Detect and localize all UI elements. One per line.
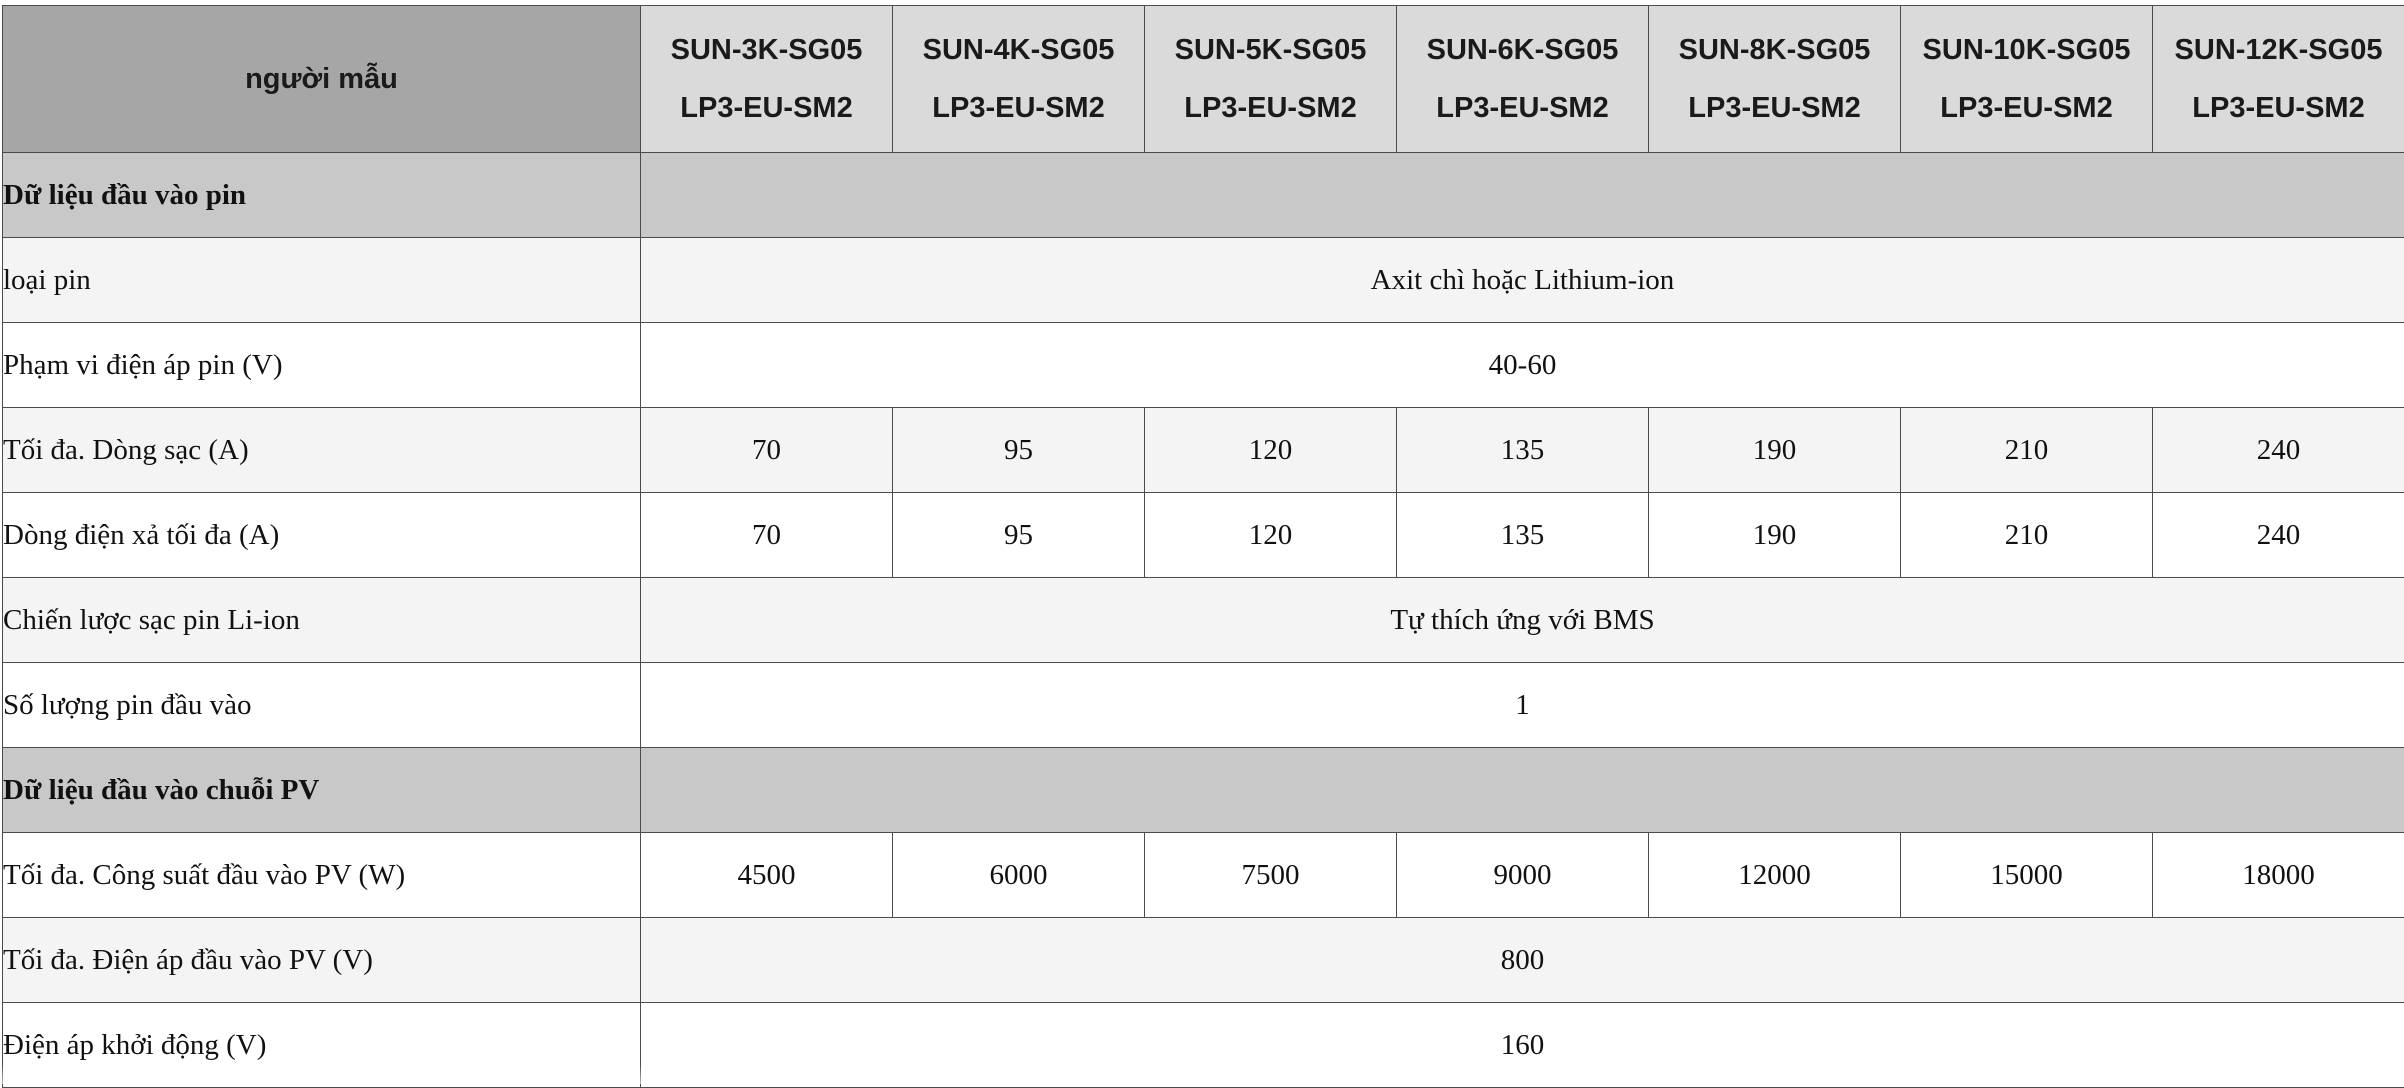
model-name-line2: LP3-EU-SM2 [1397, 79, 1648, 137]
cell-value: 95 [893, 408, 1145, 493]
model-name-line1: SUN-5K-SG05 [1145, 21, 1396, 79]
table-row [3, 1003, 2404, 1088]
model-name-line2: LP3-EU-SM2 [2153, 79, 2404, 137]
cell-value: 240 [2153, 408, 2404, 493]
section-fill [641, 153, 2404, 238]
model-header-sun-8k [1649, 6, 1901, 153]
row-span-value: Tự thích ứng với BMS [641, 578, 2404, 663]
cell-value: 12000 [1649, 833, 1901, 918]
cell-value: 70 [641, 493, 893, 578]
cell-value: 240 [2153, 493, 2404, 578]
table-row [3, 408, 2404, 493]
cell-value: 7500 [1145, 833, 1397, 918]
model-header-sun-10k [1901, 6, 2153, 153]
model-header-sun-12k [2153, 6, 2404, 153]
row-label: Số lượng pin đầu vào [3, 663, 641, 748]
row-span-value: 1 [641, 663, 2404, 748]
row-label: Tối đa. Điện áp đầu vào PV (V) [3, 918, 641, 1003]
model-header-sun-5k [1145, 6, 1397, 153]
model-name-line1: SUN-8K-SG05 [1649, 21, 1900, 79]
cell-value: 120 [1145, 408, 1397, 493]
table-row [3, 578, 2404, 663]
model-name-line2: LP3-EU-SM2 [1901, 79, 2152, 137]
row-label: Điện áp khởi động (V) [3, 1003, 641, 1088]
table-row [3, 663, 2404, 748]
model-name-line1: SUN-12K-SG05 [2153, 21, 2404, 79]
model-header-sun-3k [641, 6, 893, 153]
section-fill [641, 748, 2404, 833]
row-label: Phạm vi điện áp pin (V) [3, 323, 641, 408]
section-title: Dữ liệu đầu vào pin [3, 153, 641, 238]
model-name-line1: SUN-3K-SG05 [641, 21, 892, 79]
section-header-battery [3, 153, 2404, 238]
row-span-value: Axit chì hoặc Lithium-ion [641, 238, 2404, 323]
row-span-value: 800 [641, 918, 2404, 1003]
model-name-line1: SUN-4K-SG05 [893, 21, 1144, 79]
model-header-sun-6k [1397, 6, 1649, 153]
spec-table [2, 5, 2404, 1088]
section-title: Dữ liệu đầu vào chuỗi PV [3, 748, 641, 833]
table-row [3, 493, 2404, 578]
row-label: Chiến lược sạc pin Li-ion [3, 578, 641, 663]
cell-value: 9000 [1397, 833, 1649, 918]
model-name-line2: LP3-EU-SM2 [893, 79, 1144, 137]
cell-value: 18000 [2153, 833, 2404, 918]
cell-value: 135 [1397, 493, 1649, 578]
cell-value: 210 [1901, 493, 2153, 578]
model-name-line2: LP3-EU-SM2 [1649, 79, 1900, 137]
row-label: Dòng điện xả tối đa (A) [3, 493, 641, 578]
cell-value: 15000 [1901, 833, 2153, 918]
cell-value: 4500 [641, 833, 893, 918]
cell-value: 120 [1145, 493, 1397, 578]
model-header-label: người mẫu [3, 6, 641, 153]
model-name-line1: SUN-10K-SG05 [1901, 21, 2152, 79]
cell-value: 210 [1901, 408, 2153, 493]
row-span-value: 40-60 [641, 323, 2404, 408]
cell-value: 95 [893, 493, 1145, 578]
model-header-sun-4k [893, 6, 1145, 153]
table-row [3, 833, 2404, 918]
row-label: Tối đa. Công suất đầu vào PV (W) [3, 833, 641, 918]
table-row [3, 918, 2404, 1003]
cell-value: 70 [641, 408, 893, 493]
table-row [3, 323, 2404, 408]
header-row [3, 6, 2404, 153]
cell-value: 190 [1649, 493, 1901, 578]
row-label: loại pin [3, 238, 641, 323]
table-row [3, 238, 2404, 323]
cell-value: 190 [1649, 408, 1901, 493]
row-label: Tối đa. Dòng sạc (A) [3, 408, 641, 493]
model-name-line2: LP3-EU-SM2 [1145, 79, 1396, 137]
model-name-line1: SUN-6K-SG05 [1397, 21, 1648, 79]
cell-value: 6000 [893, 833, 1145, 918]
section-header-pv [3, 748, 2404, 833]
model-name-line2: LP3-EU-SM2 [641, 79, 892, 137]
row-span-value: 160 [641, 1003, 2404, 1088]
cell-value: 135 [1397, 408, 1649, 493]
